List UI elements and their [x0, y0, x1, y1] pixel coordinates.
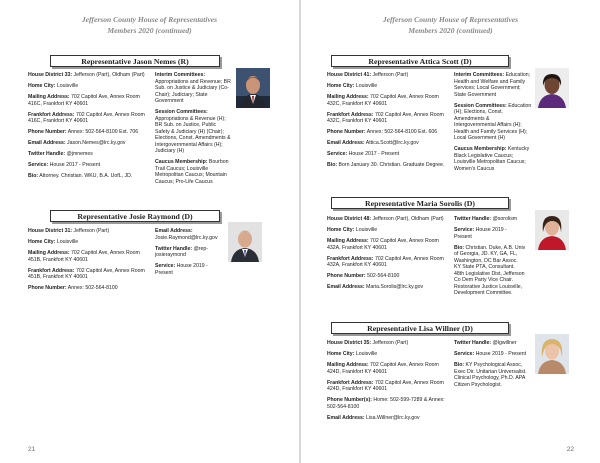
raymond-contact-column: House District 31: Jefferson (Part) Home City: Louisville Mailing Address: 702 Capitol Ave, Annex Room 451B, Frankfort KY 40601 Frankfort Address: 702 Capitol Ave, Annex Room 451B, Frankfort KY 40601 Phone Number: Annex: 502-564-8100	[28, 228, 145, 291]
willner-contact-column: House District 35: Jefferson (Part) Home City: Louisville Mailing Address: 702 Capitol Ave, Annex Room 424D, Frankfort KY 40601 Frankfort Address: 702 Capitol Ave, Annex Room 424D, Frankfort KY 40601 Phone Number(s): Home: 502-599-7289 & Annex: 502-564-8100 Email Address: Lisa.Willner@lrc.ky.gov	[327, 340, 445, 421]
raymond-title: Representative Josie Raymond (D)	[50, 210, 220, 222]
scott-committee-column: Interim Committees: Education; Health and Welfare and Family Services; Local Government; State Government Session Committees: Education (H); Elections, Const. Amendments & Intergovernmental Affairs (H); Health and Family Services (H); Local Government (H) Caucus Membership: Kentucky Black Legislative Caucus; Louisville Metropolitan Caucus; Women's Caucus	[454, 72, 532, 172]
nemes-committee-column: Interim Committees: Appropriations and Revenue; BR Sub. on Justice & Judiciary (Co-Chair); Judiciary; State Government Session Committees: Appropriations & Revenue (H); BR Sub. on Justice, Public Safety & Judiciary (H) (Chair); Elections, Const. Amendments & Intergovernmental Affairs (H); Judiciary (H) Caucus Membership: Bourbon Trail Caucus; Louisville Metropolitan Caucus; Mountain Caucus; Pro-Life Caucus	[155, 72, 231, 185]
nemes-contact-column: House District 33: Jefferson (Part), Oldham (Part) Home City: Louisville Mailing Address: 702 Capitol Ave, Annex Room 416C, Frankfort KY 40601 Frankfort Address: 702 Capitol Ave, Annex Room 416C, Frankfort KY 40601 Phone Number: Annex: 502-564-8100 Ext. 706 Email Address: Jason.Nemes@lrc.ky.gov Twitter Handle: @jmnemes Service: House 2017 - Present Bio: Attorney. Christian. WKU, B.A. UofL, JD.	[28, 72, 145, 179]
raymond-social-column: Email Address: Josie.Raymond@lrc.ky.gov Twitter Handle: @rep-josieraymond Service: House 2019 - Present	[155, 228, 218, 276]
sorolis-title: Representative Maria Sorolis (D)	[331, 197, 509, 209]
willner-photo	[535, 334, 569, 374]
sorolis-photo	[535, 210, 569, 250]
sorolis-contact-column: House District 48: Jefferson (Part), Oldham (Part) Home City: Louisville Mailing Address: 702 Capitol Ave, Annex Room 432A, Frankfort KY 40601 Frankfort Address: 702 Capitol Ave, Annex Room 432A, Frankfort KY 40601 Phone Number: 502-564-8100 Email Address: Maria.Sorolis@lrc.ky.gov	[327, 216, 444, 290]
scott-photo	[535, 68, 569, 108]
right-page	[301, 0, 600, 463]
scott-contact-column: House District 41: Jefferson (Part) Home City: Louisville Mailing Address: 702 Capitol Ave, Annex Room 432C, Frankfort KY 40601 Frankfort Address: 702 Capitol Ave, Annex Room 432C, Frankfort KY 40601 Phone Number: Annex: 502-564-8100 Ext. 606 Email Address: Attica.Scott@lrc.ky.gov Service: House 2017 - Present Bio: Born January 30. Christian. Graduate Degree.	[327, 72, 445, 168]
raymond-photo	[228, 222, 262, 262]
left-page	[0, 0, 299, 463]
nemes-title: Representative Jason Nemes (R)	[50, 55, 220, 67]
willner-title: Representative Lisa Willner (D)	[331, 322, 509, 334]
page-header-right: Jefferson County House of Representatives Members 2020 (continued)	[382, 15, 519, 35]
nemes-photo	[236, 68, 270, 108]
scott-title: Representative Attica Scott (D)	[331, 55, 509, 67]
sorolis-info-column: Twitter Handle: @sorolism Service: House 2019 - Present Bio: Christian. Duke, A.B. Univ of Georgia, JD. KY, GA, FL, Washington, DC Bar Assoc. KY State PTA, Consultant. 48th Legislative Dist, Jefferson Co Dem Party Vice Chair. Restorative Justice Louisville, Development Committee.	[454, 216, 526, 296]
willner-info-column: Twitter Handle: @lgwillner Service: House 2019 - Present Bio: KY Psychological Assoc, Exec Dir. Unitarian Universalist. Clinical Psychology, Ph.D. APA Citizen Psychologist.	[454, 340, 527, 388]
page-number-right: 22	[566, 446, 574, 453]
page-number-left: 21	[28, 446, 36, 453]
page-header-left: Jefferson County House of Representatives Members 2020 (continued)	[81, 15, 218, 35]
